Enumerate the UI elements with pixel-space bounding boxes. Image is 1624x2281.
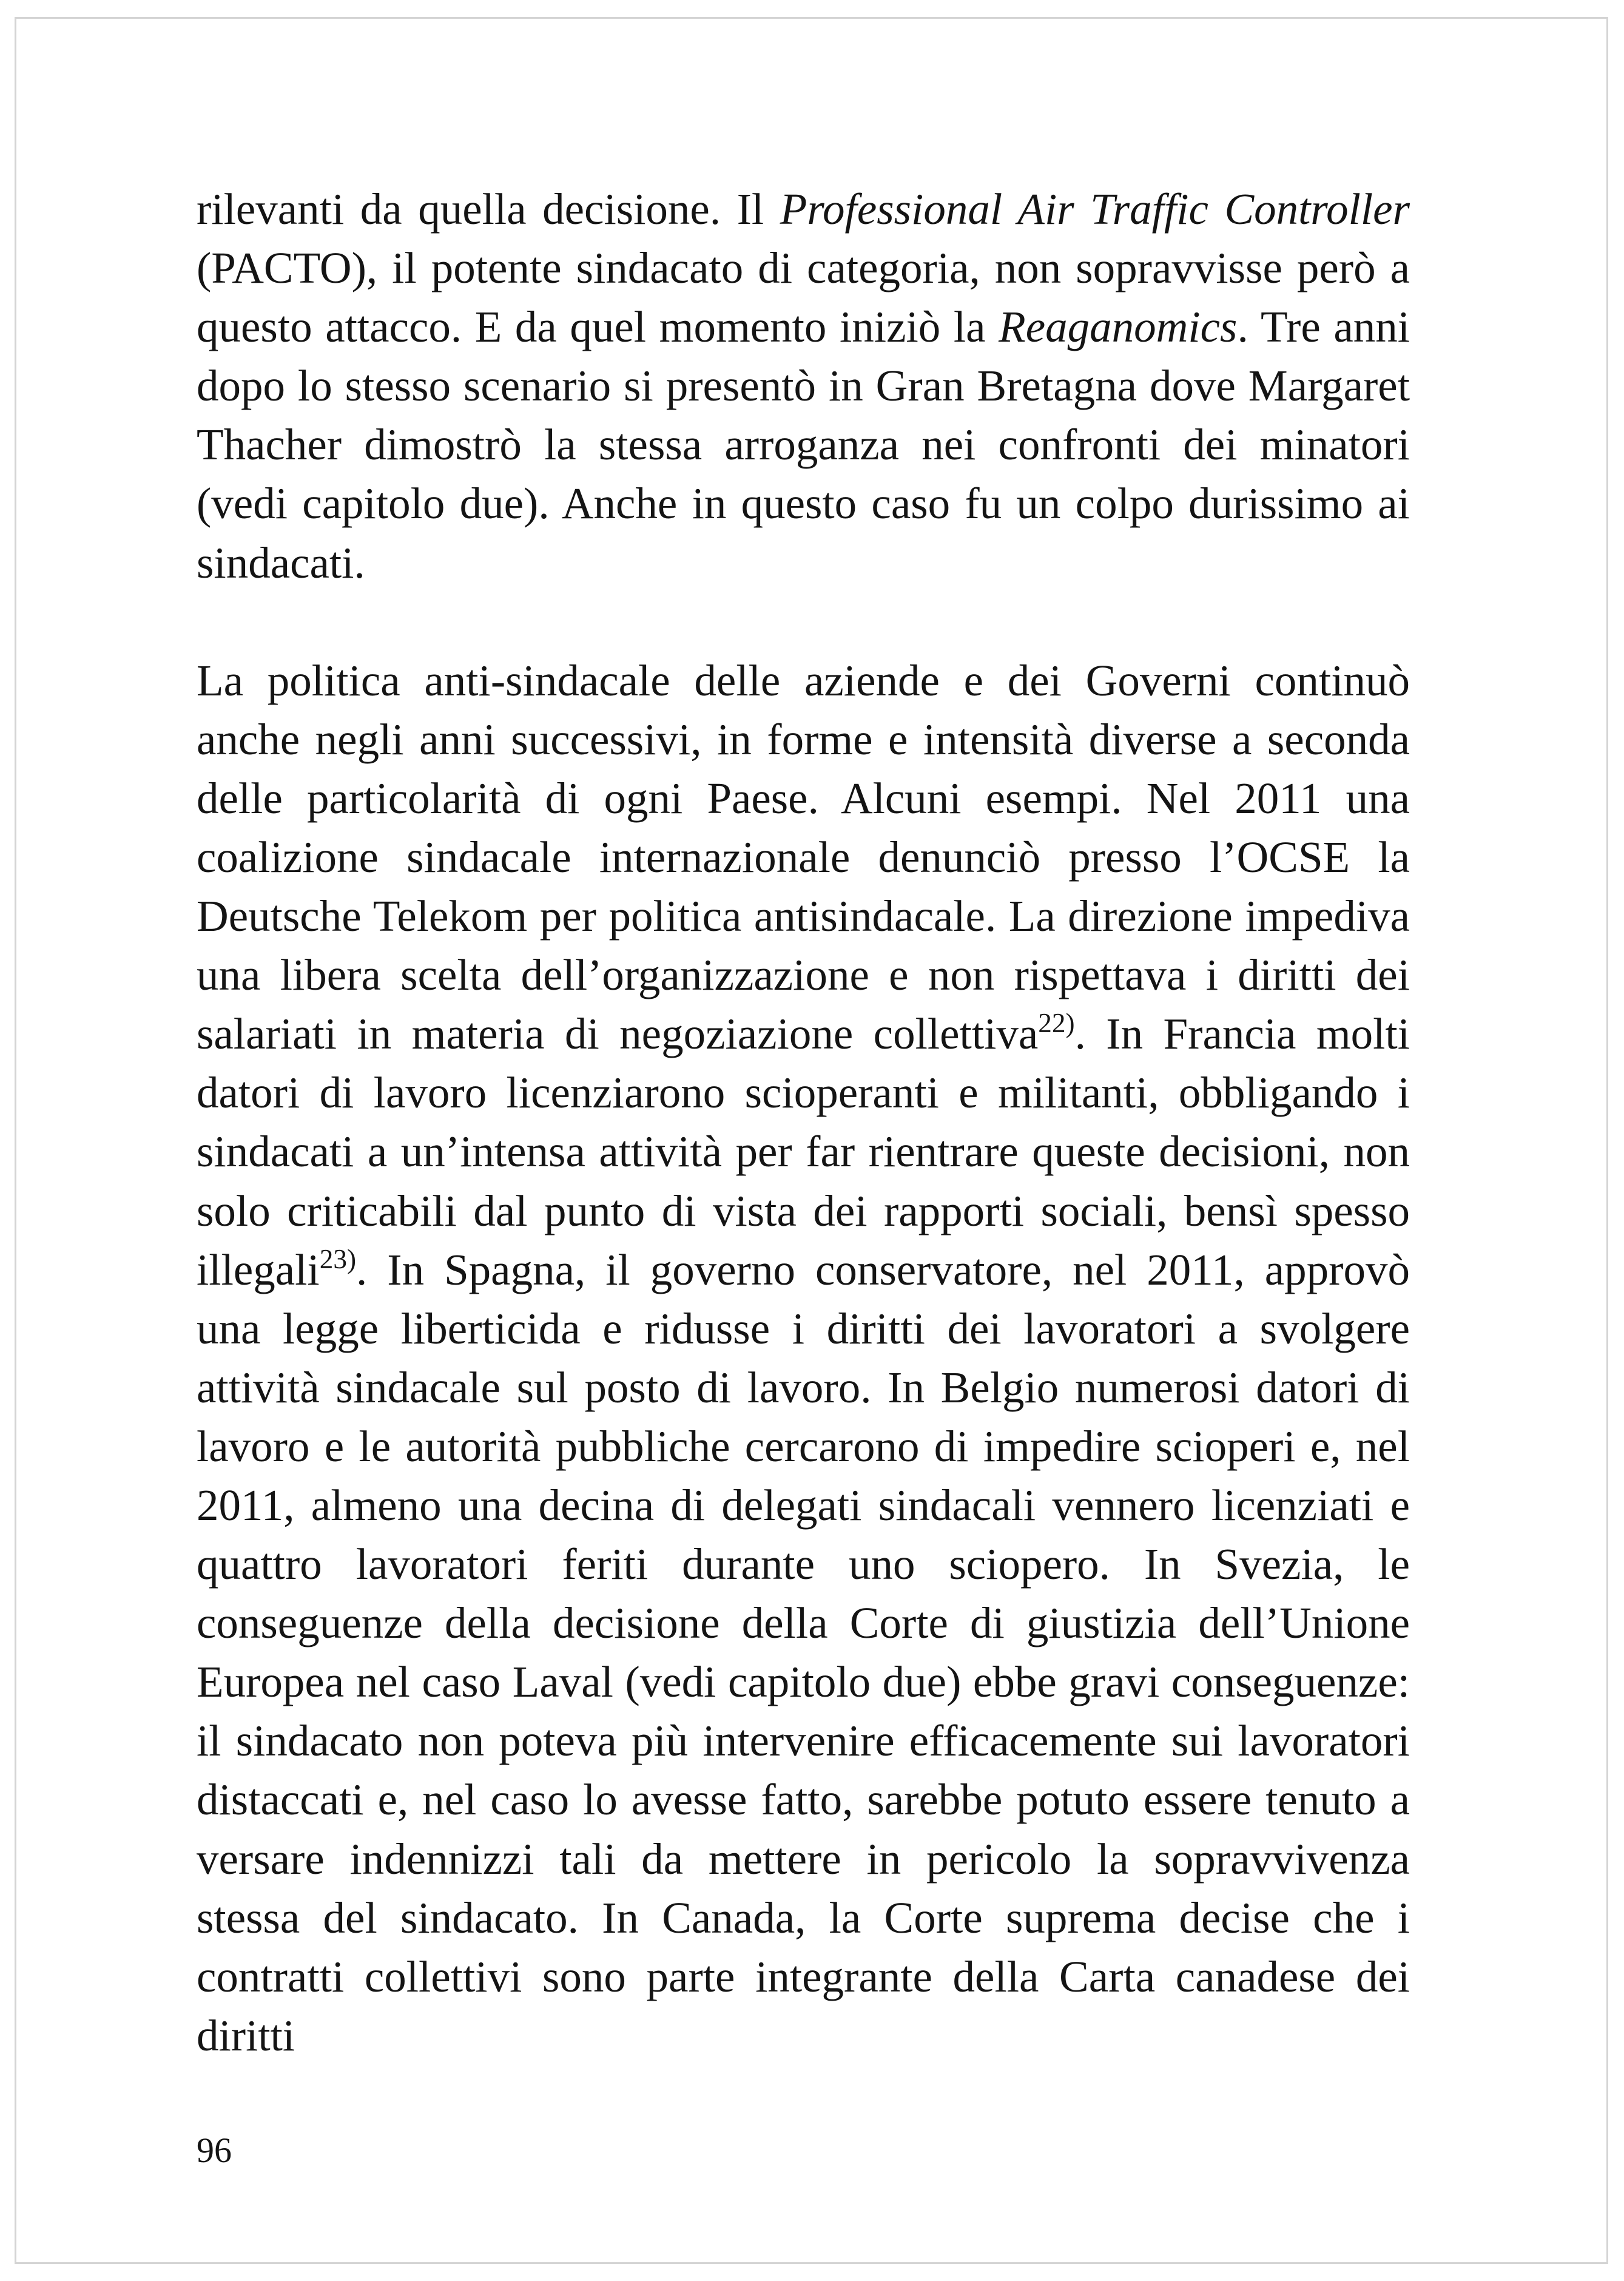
- page-frame: [15, 17, 1608, 2264]
- footnote-ref-22: 22): [1038, 1008, 1075, 1039]
- body-text: [197, 180, 1410, 2065]
- italic-term: Reaganomics: [999, 302, 1238, 352]
- text-segment: (PACTO), il potente sindacato di categoria, non sopravvisse però a questo attacco. E da quel momento iniziò la: [197, 243, 1410, 352]
- paragraph-1: [197, 180, 1410, 592]
- italic-term: Professional Air Traffic Controller: [780, 184, 1410, 234]
- paragraph-2: [197, 651, 1410, 2065]
- text-segment: . In Spagna, il governo conservatore, nel 2011, approvò una legge liberticida e ridusse i diritti dei lavoratori a svolgere attività sindacale sul posto di lavoro. In Belgio numerosi datori di lavoro e le autorità pubbliche cercarono di impedire scioperi e, nel 2011, almeno una decina di delegati sindacali vennero licenziati e quattro lavoratori feriti durante uno sciopero. In Svezia, le conseguenze della decisione della Corte di giustizia dell’Unione Europea nel caso Laval (vedi capitolo due) ebbe gravi conseguenze: il sindacato non poteva più intervenire efficacemente sui lavoratori distaccati e, nel caso lo avesse fatto, sarebbe potuto essere tenuto a versare indennizzi tali da mettere in pericolo la sopravvivenza stessa del sindacato. In Canada, la Corte suprema decise che i contratti collettivi sono parte integrante della Carta canadese dei diritti: [197, 1245, 1410, 2060]
- text-segment: rilevanti da quella decisione. Il: [197, 184, 780, 234]
- text-segment: . In Francia molti datori di lavoro licenziarono scioperanti e militanti, obbligando i sindacati a un’intensa attività per far rientrare queste decisioni, non solo criticabili dal punto di vista dei rapporti sociali, bensì spesso illegali: [197, 1009, 1410, 1294]
- footnote-ref-23: 23): [319, 1243, 357, 1274]
- text-segment: . Tre anni dopo lo stesso scenario si presentò in Gran Bretagna dove Margaret Thacher dimostrò la stessa arroganza nei confronti dei minatori (vedi capitolo due). Anche in questo caso fu un colpo durissimo ai sindacati.: [197, 302, 1410, 587]
- text-segment: La politica anti-sindacale delle aziende e dei Governi continuò anche negli anni successivi, in forme e intensità diverse a seconda delle particolarità di ogni Paese. Alcuni esempi. Nel 2011 una coalizione sindacale internazionale denunciò presso l’OCSE la Deutsche Telekom per politica antisindacale. La direzione impediva una libera scelta dell’organizzazione e non rispettava i diritti dei salariati in materia di negoziazione collettiva: [197, 655, 1410, 1059]
- page-number: 96: [197, 2131, 232, 2170]
